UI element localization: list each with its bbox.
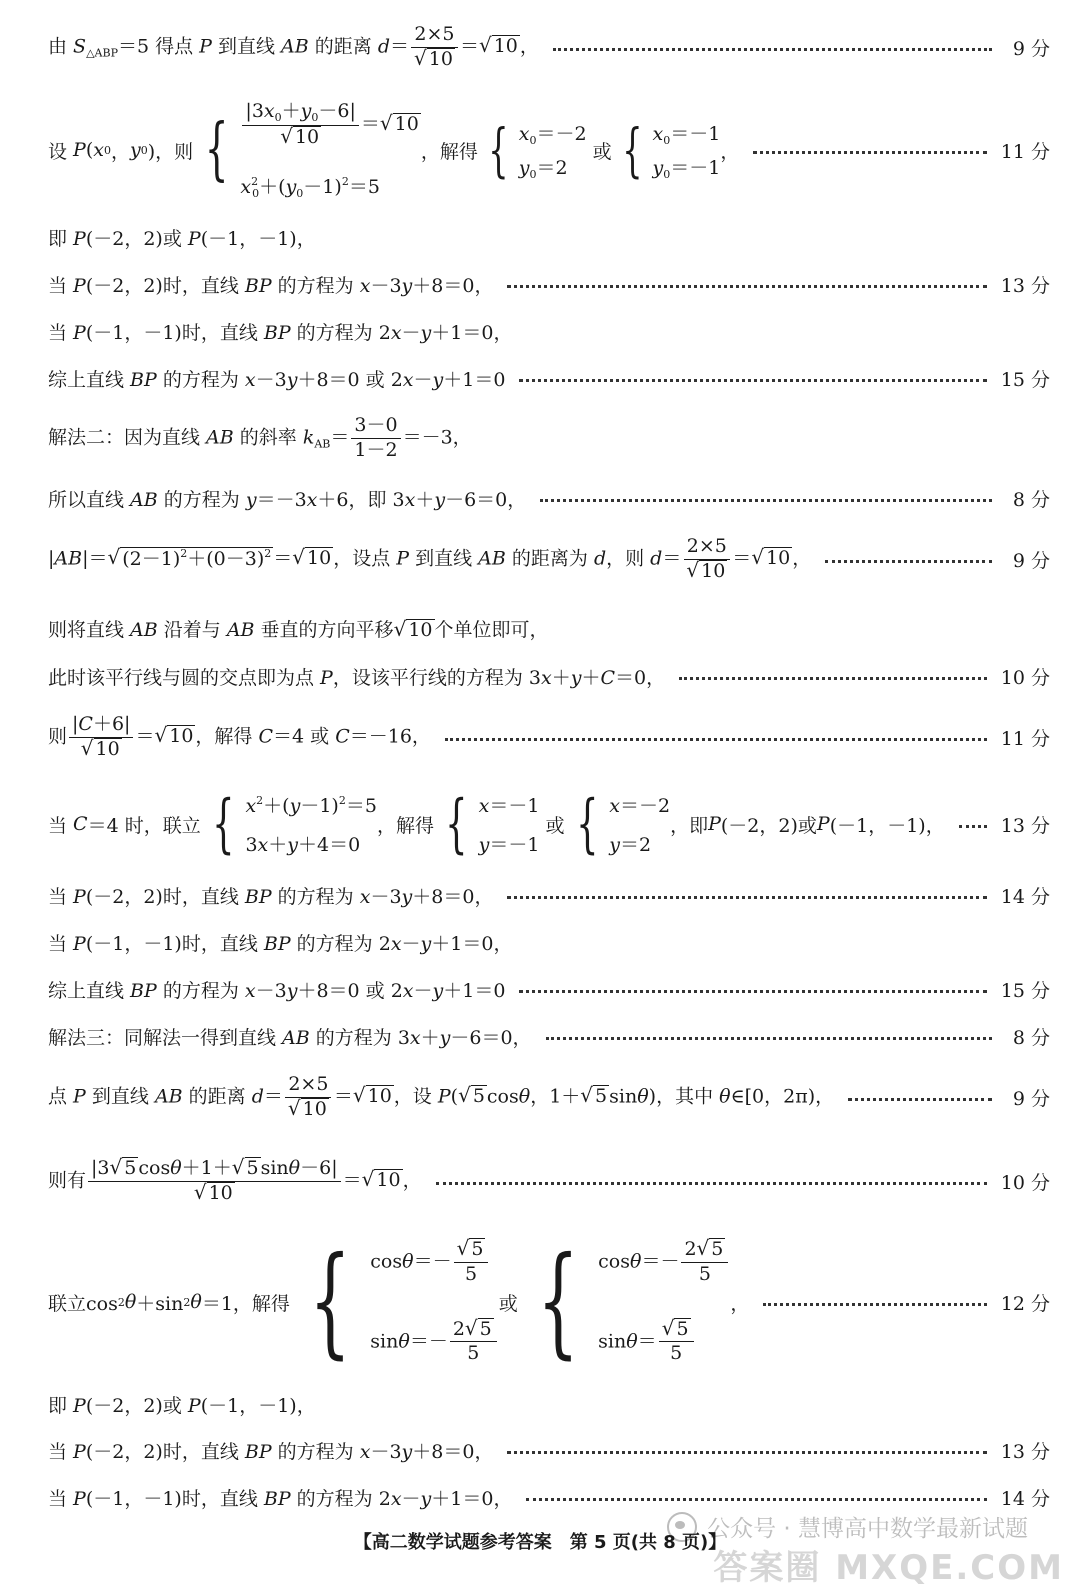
dot-leader [436,1182,987,1185]
line-5-text: 当 P(－1，－1)时，直线 BP 的方程为 2x－y＋1＝0， [48,321,513,344]
dot-leader [445,738,987,741]
score: 9 分 [1012,37,1050,60]
line-18-math: 点 P 到直线 AB 的距离 d＝ 2×5 √ 10 ＝ √ 10 ，设 P( √ 5 cosθ，1＋ √ 5 sinθ)，其中 θ∈[0，2π)， [48,1072,835,1120]
score: 12 分 [1000,1292,1050,1315]
line-13 [48,786,1050,862]
line-2 [48,95,1050,205]
line-15-text: 当 P(－1，－1)时，直线 BP 的方程为 2x－y＋1＝0， [48,932,513,955]
line-13-math: 当 C ＝4 时，联立 { $x^2+(y-1)^2=5$ 3x＋y＋4＝0 ，解得 { x＝－1 y＝－1 或 { x＝－2 y＝2 ，即 P (－2，2)或 P (－1，－1)， [48,787,945,861]
score: 13 分 [1000,1440,1050,1463]
wechat-text: 公众号 · 慧博高中数学最新试题 [707,1516,1028,1542]
line-4 [48,269,1050,299]
line-7 [48,412,1050,464]
line-8-text: 所以直线 AB 的方程为 y＝－3x＋6，即 3x＋y－6＝0， [48,488,527,511]
line-3-text: 即 P(－2，2)或 P(－1，－1)， [48,227,316,250]
dot-leader [679,677,987,680]
dot-leader [763,1303,986,1306]
score: 15 分 [1000,368,1050,391]
score: 14 分 [1000,885,1050,908]
score: 14 分 [1000,1487,1050,1510]
line-9 [48,532,1050,586]
score: 9 分 [1012,1087,1050,1110]
line-5 [48,316,1050,346]
dot-leader [959,825,987,828]
line-7-math: 解法二：因为直线 AB 的斜率 $k_{AB}=$ $\frac{3-0}{1-2}$ ＝－3， [48,413,472,461]
page-footer: 【高二数学试题参考答案 第 5 页(共 8 页)】 [353,1532,727,1553]
score: 9 分 [1012,549,1050,572]
dot-leader [753,151,986,154]
line-17 [48,1021,1050,1051]
line-22 [48,1435,1050,1465]
dot-leader [507,285,986,288]
line-15 [48,927,1050,957]
line-10-text: 则将直线 AB 沿着与 AB 垂直的方向平移 √ 10 个单位即可， [48,616,549,641]
line-9-math: |AB|＝ √ $(2-1)^2+(0-3)^2$ ＝ √ 10 ，设点 P 到直线 AB 的距离为 d，则 d＝ 2×5 √ 10 ＝ √ 10 ， [48,534,812,582]
line-21-text: 即 P(－2，2)或 P(－1，－1)， [48,1394,316,1417]
line-14 [48,880,1050,910]
score: 15 分 [1000,979,1050,1002]
score: 8 分 [1012,1026,1050,1049]
line-11-text: 此时该平行线与圆的交点即为点 P，设该平行线的方程为 3x＋y＋C＝0， [48,666,666,689]
line-10 [48,613,1050,643]
line-6 [48,363,1050,393]
score: 13 分 [1000,814,1050,837]
line-11 [48,661,1050,691]
score: 11 分 [1000,727,1050,750]
line-21 [48,1389,1050,1419]
dot-leader [519,990,986,993]
dot-leader [507,896,986,899]
line-19 [48,1152,1050,1210]
dot-leader [526,1498,986,1501]
line-4-text: 当 P(－2，2)时，直线 BP 的方程为 x－3y＋8＝0， [48,274,494,297]
dot-leader [540,499,992,502]
score: 10 分 [1000,666,1050,689]
score: 11 分 [1000,140,1050,163]
line-6-text: 综上直线 BP 的方程为 x－3y＋8＝0 或 2x－y＋1＝0 [48,368,506,391]
line-16 [48,974,1050,1004]
score: 13 分 [1000,274,1050,297]
line-23 [48,1482,1050,1512]
line-3 [48,222,1050,252]
line-22-text: 当 P(－2，2)时，直线 BP 的方程为 x－3y＋8＝0， [48,1440,494,1463]
line-12 [48,710,1050,764]
line-20 [48,1232,1050,1372]
dot-leader [546,1037,992,1040]
line-19-math: 则有 |3 √ 5 cosθ＋1＋ √ 5 sinθ－6| √ 10 ＝ √ 10 ， [48,1154,422,1204]
line-18 [48,1070,1050,1124]
line-16-text: 综上直线 BP 的方程为 x－3y＋8＝0 或 2x－y＋1＝0 [48,979,506,1002]
line-12-math: 则 |C＋6| √ 10 ＝ √ 10 ，解得 C＝4 或 C＝－16， [48,712,431,760]
line-14-text: 当 P(－2，2)时，直线 BP 的方程为 x－3y＋8＝0， [48,885,494,908]
line-1 [48,22,1050,72]
score: 8 分 [1012,488,1050,511]
line-1-math: 由 $S_{\triangle ABP}=5$ 得点 P 到直线 AB 的距离 d＝ 2×5 √ 10 ＝ √ 10 ， [48,22,539,70]
line-8 [48,483,1050,513]
dot-leader [553,48,992,51]
line-2-math: 设 P ( x 0 ， y 0 )，则 { $|3x_0+y_0-6|$ √ 10 ＝ √ 10 $x^2_0+(y_0-1)^2=5$ ，解得 { $x_0=-2$ $y_0=2$ 或 { $x_0=-1$ $y_0=-1$ ， [48,100,740,200]
dot-leader [507,1451,986,1454]
score: 10 分 [1000,1171,1050,1194]
dot-leader [848,1098,992,1101]
line-23-text: 当 P(－1，－1)时，直线 BP 的方程为 2x－y＋1＝0， [48,1487,513,1510]
dot-leader [825,560,992,563]
line-17-text: 解法三：同解法一得到直线 AB 的方程为 3x＋y－6＝0， [48,1026,532,1049]
dot-leader [519,379,986,382]
line-20-math: 联立cos 2 θ ＋sin 2 θ ＝1，解得 { cosθ＝－ √ 5 5 sinθ＝－ 2 √ 5 5 或 { cosθ＝－ 2 √ 5 5 sinθ＝ √ 5 5 ， [48,1232,750,1371]
watermark: 答案圈 MXQE.COM [713,1548,1064,1588]
